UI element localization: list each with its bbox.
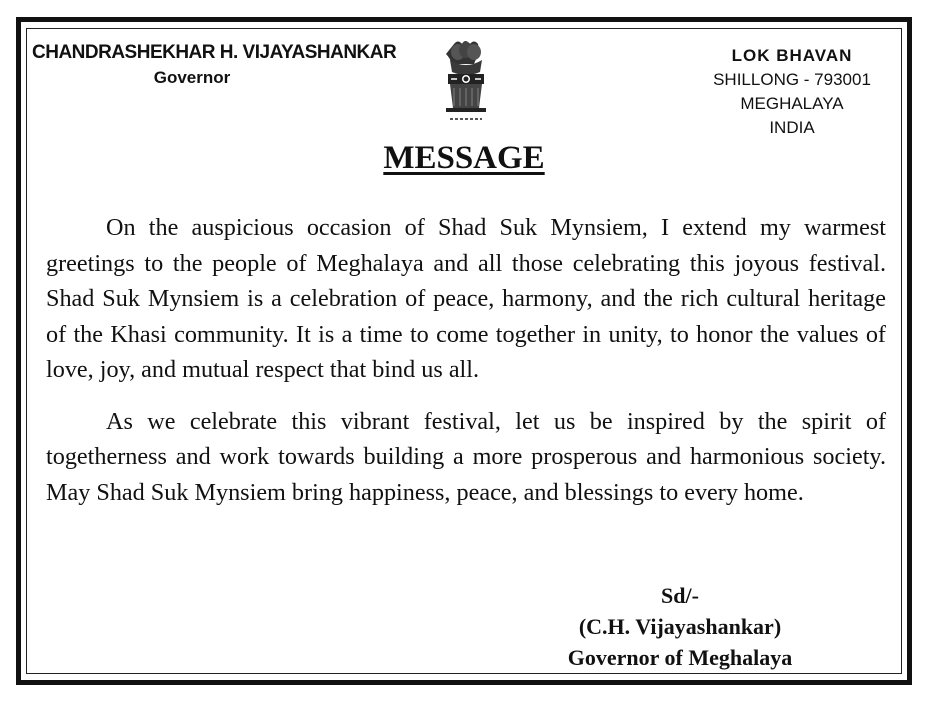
message-body xyxy=(46,210,886,526)
address-line: SHILLONG - 793001 xyxy=(713,70,871,89)
national-emblem-icon xyxy=(436,38,496,126)
paragraph: On the auspicious occasion of Shad Suk Mynsiem, I extend my warmest greetings to the people of Meghalaya and all those celebrating this joyous festival. Shad Suk Mynsiem is a celebration of peace, harmony, and the rich cultural heritage of the Khasi community. It is a time to come together in unity, to honor the values of love, joy, and mutual respect that bind us all. xyxy=(46,214,886,383)
sender-block xyxy=(32,42,412,88)
signatory-name: (C.H. Vijayashankar) xyxy=(578,614,782,639)
signature-sd: Sd/- xyxy=(661,583,699,608)
address-line: MEGHALAYA xyxy=(740,94,844,113)
page-title: MESSAGE xyxy=(383,140,545,176)
paragraph: As we celebrate this vibrant festival, let us be inspired by the spirit of togetherness and work towards building a more prosperous and harmonious society. May Shad Suk Mynsiem bring happiness, peace, and blessings to every home. xyxy=(46,407,886,506)
address-line: INDIA xyxy=(769,118,815,137)
sender-name: CHANDRASHEKHAR H. VIJAYASHANKAR xyxy=(32,42,397,63)
signatory-designation: Governor of Meghalaya xyxy=(567,645,793,670)
address-line: LOK BHAVAN xyxy=(731,46,853,65)
sender-designation: Governor xyxy=(153,68,231,87)
signature-block xyxy=(540,580,820,673)
address-block xyxy=(690,44,894,140)
